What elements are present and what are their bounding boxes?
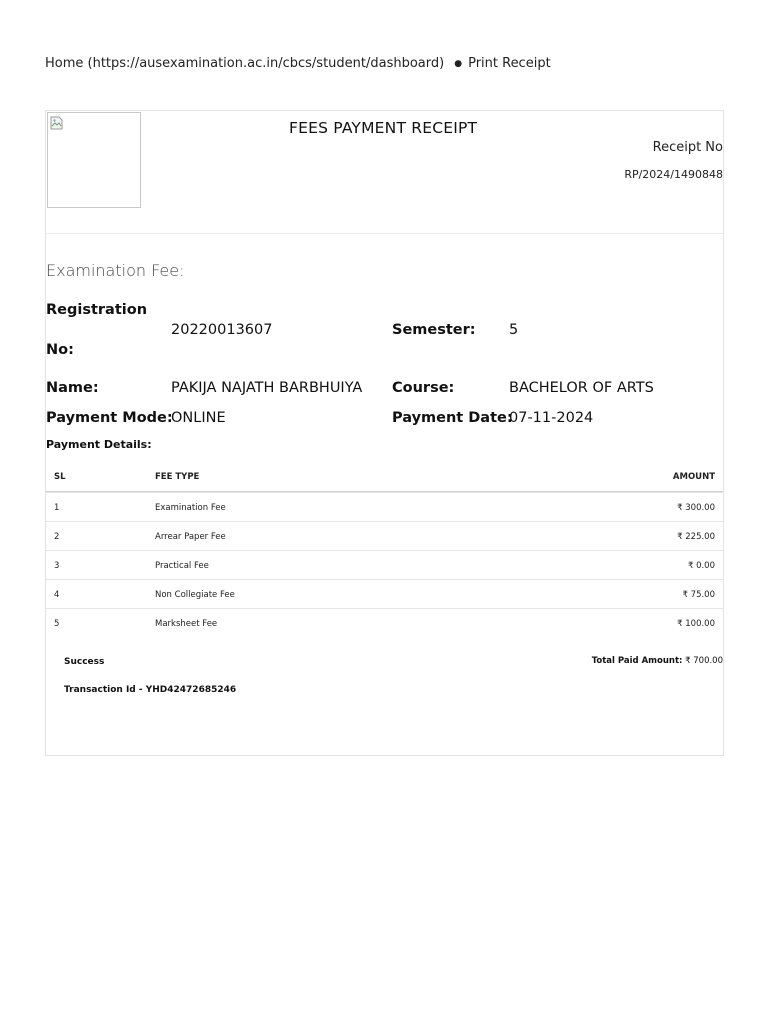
table-row [46, 579, 723, 608]
row-amount: ₹ 75.00 [682, 590, 715, 600]
payment-status: Success [64, 657, 105, 667]
breadcrumb [45, 56, 551, 71]
row-amount: ₹ 100.00 [677, 619, 715, 629]
row-fee-type: Examination Fee [155, 503, 226, 513]
row-fee-type: Practical Fee [155, 561, 209, 571]
column-header-amount: AMOUNT [672, 472, 715, 482]
semester-value: 5 [509, 322, 519, 338]
table-row [46, 608, 723, 637]
payment-mode-value: ONLINE [171, 410, 226, 426]
payment-date-label: Payment Date: [392, 410, 513, 426]
row-amount: ₹ 300.00 [677, 503, 715, 513]
course-value: BACHELOR OF ARTS [509, 380, 654, 396]
breadcrumb-current: Print Receipt [468, 56, 551, 71]
registration-value: 20220013607 [171, 322, 273, 338]
table-row [46, 521, 723, 550]
row-fee-type: Non Collegiate Fee [155, 590, 235, 600]
row-sl: 3 [54, 561, 60, 571]
column-header-sl: SL [54, 472, 66, 482]
semester-label: Semester: [392, 322, 476, 338]
broken-image-icon [50, 116, 63, 130]
table-row [46, 492, 723, 521]
name-label: Name: [46, 380, 99, 396]
total-paid-label: Total Paid Amount: [591, 656, 683, 666]
header-divider [46, 233, 723, 234]
total-paid-value: ₹ 700.00 [685, 656, 723, 666]
registration-label-line2: No: [46, 342, 74, 358]
payment-date-value: 07-11-2024 [509, 410, 594, 426]
row-amount: ₹ 0.00 [687, 561, 715, 571]
row-sl: 5 [54, 619, 60, 629]
table-header-row [46, 462, 723, 492]
row-fee-type: Arrear Paper Fee [155, 532, 226, 542]
row-sl: 2 [54, 532, 60, 542]
row-sl: 1 [54, 503, 60, 513]
table-row [46, 550, 723, 579]
fee-table [46, 462, 723, 637]
receipt-card [45, 110, 724, 756]
payment-details-label: Payment Details: [46, 438, 152, 451]
university-logo [47, 112, 141, 208]
breadcrumb-home-link[interactable]: Home (https://ausexamination.ac.in/cbcs/student/dashboard) [45, 56, 445, 71]
row-sl: 4 [54, 590, 60, 600]
payment-mode-label: Payment Mode: [46, 410, 173, 426]
receipt-no-label: Receipt No [652, 140, 723, 155]
row-amount: ₹ 225.00 [677, 532, 715, 542]
receipt-title: FEES PAYMENT RECEIPT [289, 119, 478, 137]
course-label: Course: [392, 380, 455, 396]
name-value: PAKIJA NAJATH BARBHUIYA [171, 380, 363, 396]
section-title: Examination Fee: [46, 261, 185, 280]
row-fee-type: Marksheet Fee [155, 619, 218, 629]
transaction-id: Transaction Id - YHD42472685246 [64, 685, 237, 695]
column-header-fee-type: FEE TYPE [155, 472, 200, 482]
registration-label-line1: Registration [46, 302, 148, 318]
breadcrumb-separator: ● [454, 58, 463, 69]
total-paid-amount [592, 656, 723, 666]
receipt-no-value: RP/2024/1490848 [624, 168, 723, 181]
